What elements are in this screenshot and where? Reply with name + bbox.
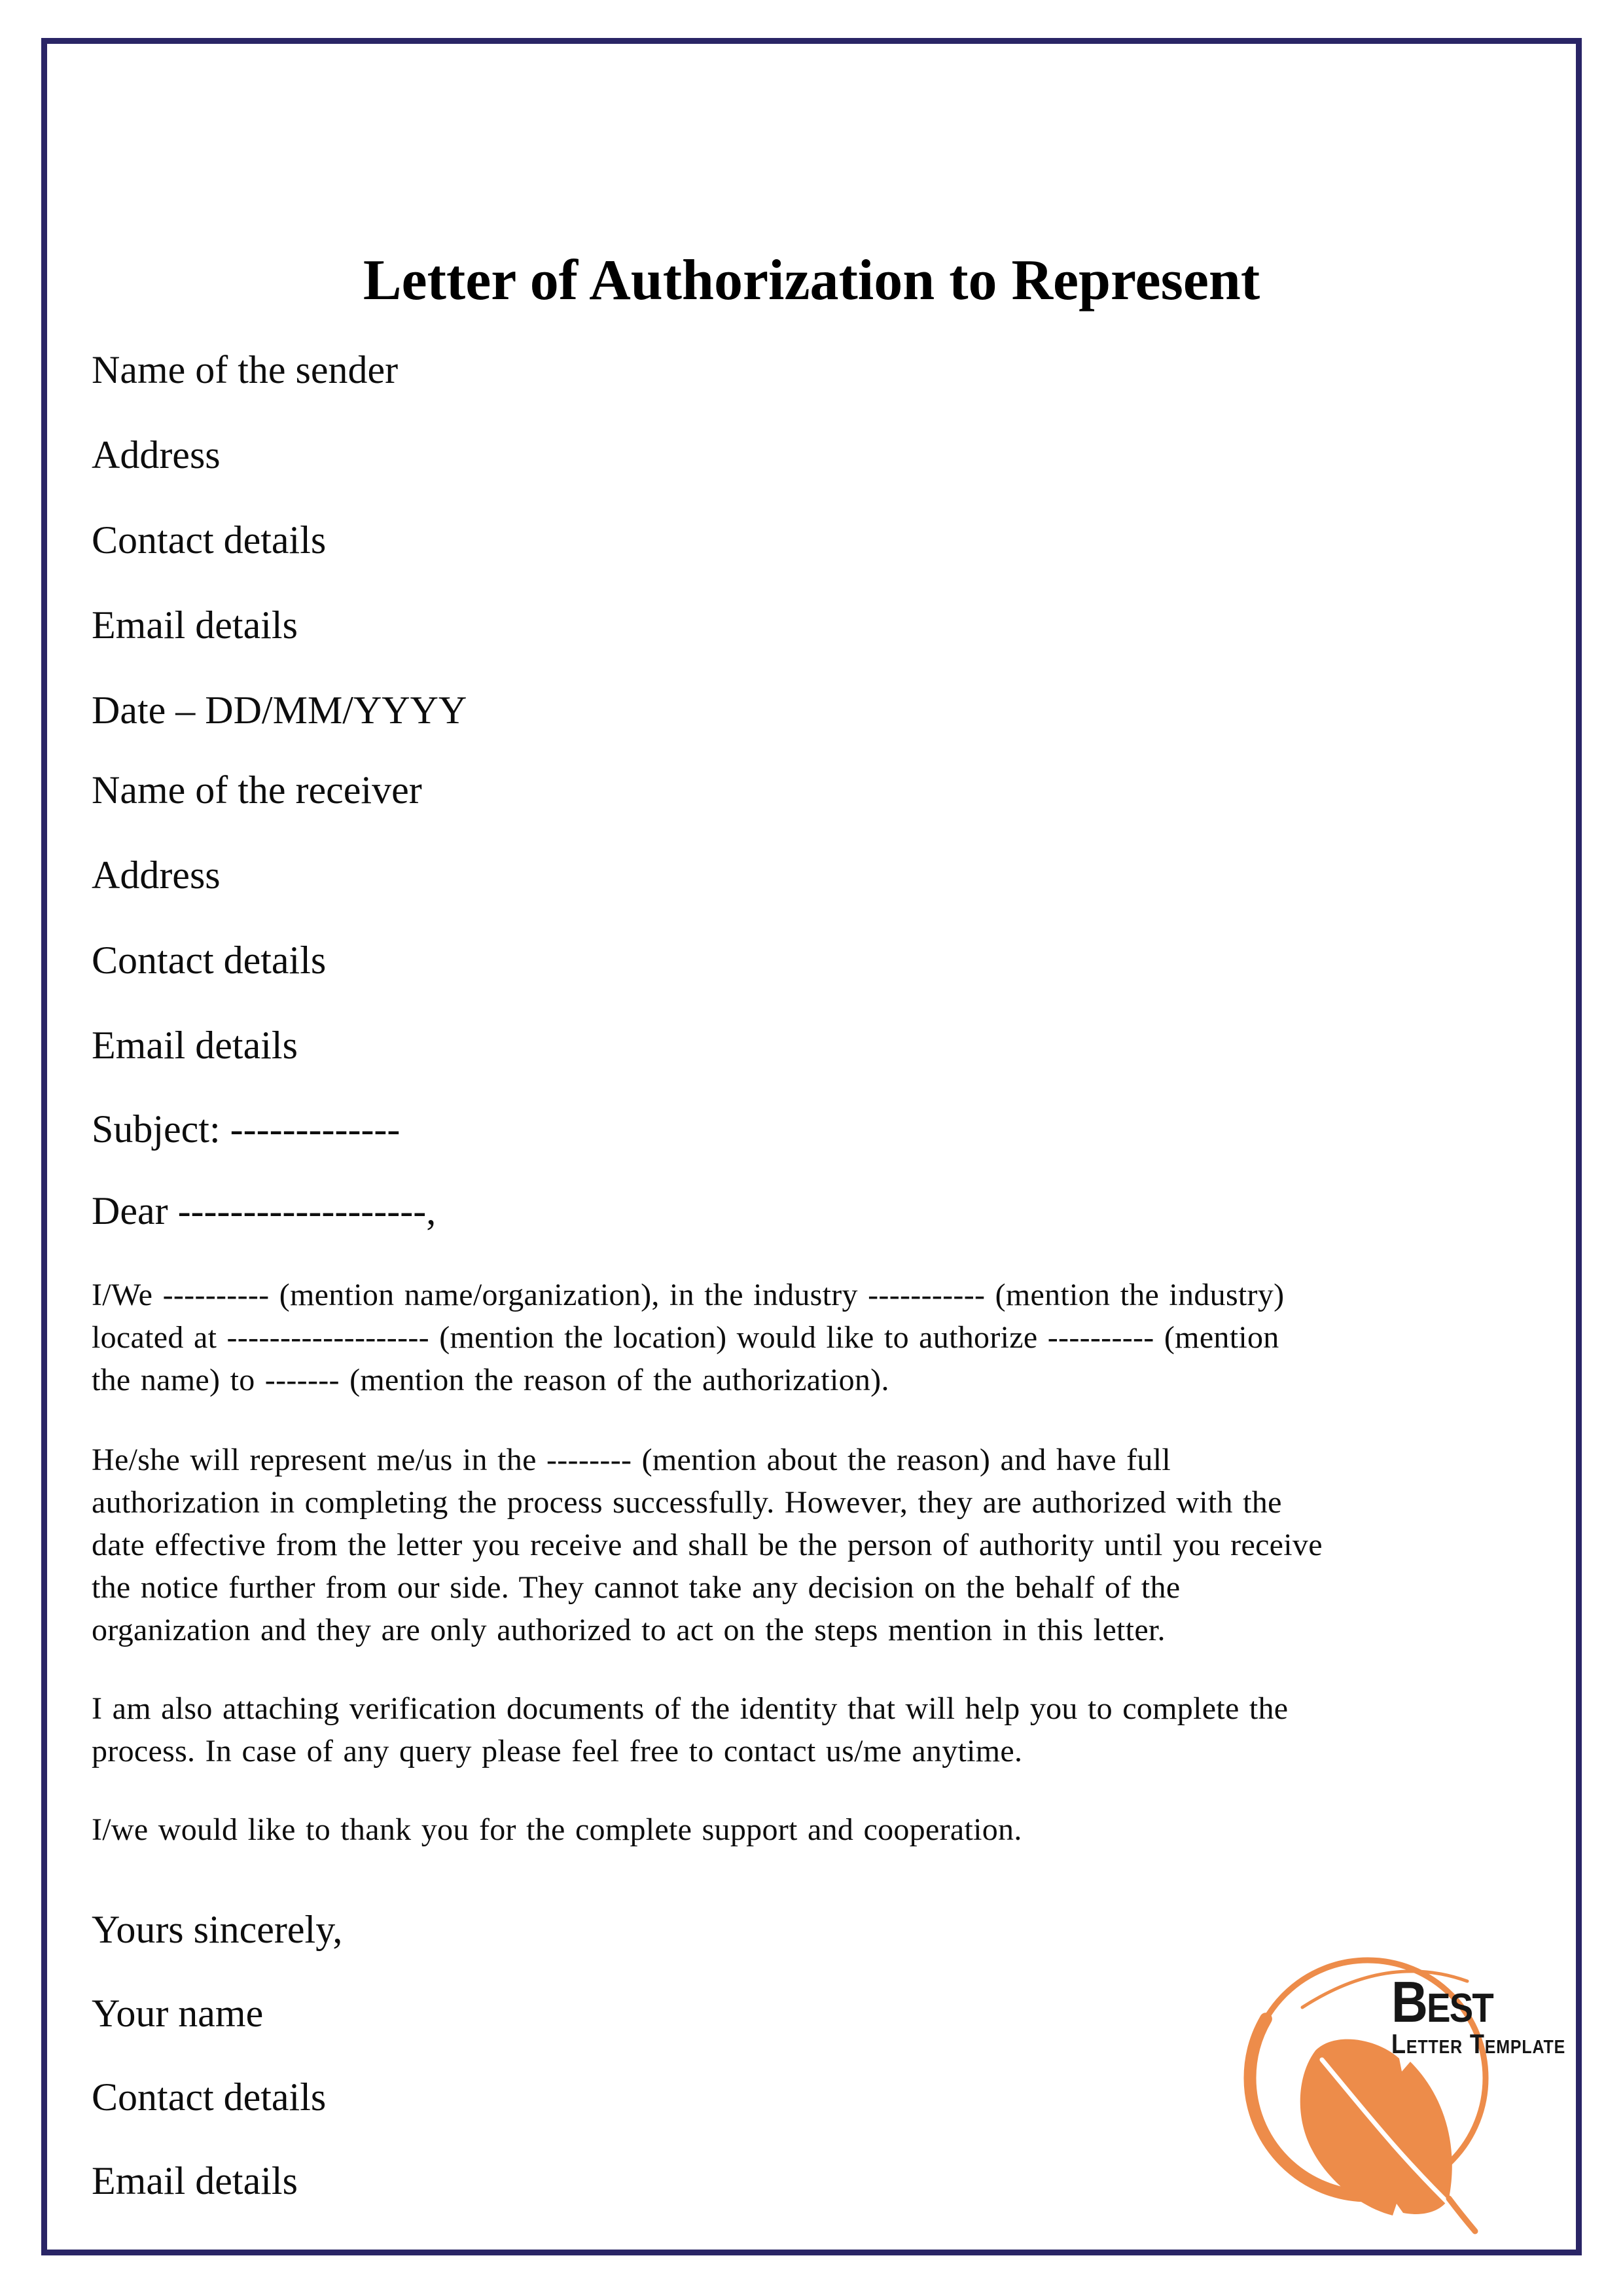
body-paragraph-2	[92, 1439, 1323, 1651]
signature-email-line: Email details	[92, 2159, 298, 2202]
body-p2-line3: date effective from the letter you receive and shall be the person of authority until you receive	[92, 1528, 1323, 1562]
sender-name-line: Name of the sender	[92, 348, 399, 391]
letter-title: Letter of Authorization to Represent	[363, 248, 1260, 312]
sender-contact-line: Contact details	[92, 518, 327, 562]
receiver-email-line: Email details	[92, 1024, 298, 1067]
body-p4-line1: I/we would like to thank you for the complete support and cooperation.	[92, 1812, 1022, 1847]
logo-brand-text: Best	[1391, 1969, 1493, 2034]
signature-contact-line: Contact details	[92, 2075, 327, 2119]
body-p3-line2: process. In case of any query please feel free to contact us/me anytime.	[92, 1734, 1023, 1768]
body-paragraph-4	[92, 1808, 1022, 1851]
body-p1-line2: located at ------------------- (mention the location) would like to authorize ---------- (mention	[92, 1320, 1279, 1355]
subject-block	[92, 1086, 400, 1172]
salutation-line: Dear -------------------,	[92, 1189, 437, 1232]
brand-logo	[1224, 1947, 1571, 2250]
body-p3-line1: I am also attaching verification documents of the identity that will help you to complete the	[92, 1691, 1289, 1726]
body-p2-line4: the notice further from our side. They cannot take any decision on the behalf of the	[92, 1570, 1181, 1605]
sender-email-line: Email details	[92, 603, 298, 647]
body-p2-line2: authorization in completing the process successfully. However, they are authorized with the	[92, 1485, 1282, 1520]
body-paragraph-3	[92, 1687, 1288, 1772]
subject-line: Subject: -------------	[92, 1107, 401, 1151]
sender-address-line: Address	[92, 433, 221, 476]
sender-block	[92, 327, 467, 753]
receiver-name-line: Name of the receiver	[92, 768, 422, 812]
logo-tagline-text: Letter Template	[1391, 2028, 1566, 2059]
sender-date-line: Date – DD/MM/YYYY	[92, 689, 467, 732]
closing-line: Yours sincerely,	[92, 1908, 343, 1951]
receiver-block	[92, 747, 422, 1088]
body-p1-line1: I/We ---------- (mention name/organization), in the industry ----------- (mention the industry)	[92, 1278, 1285, 1312]
signature-name-line: Your name	[92, 1992, 264, 2035]
body-p2-line1: He/she will represent me/us in the -------- (mention about the reason) and have full	[92, 1443, 1171, 1477]
body-p1-line3: the name) to ------- (mention the reason of the authorization).	[92, 1363, 889, 1397]
body-paragraph-1	[92, 1274, 1284, 1401]
receiver-address-line: Address	[92, 853, 221, 897]
salutation-block	[92, 1168, 436, 1253]
body-p2-line5: organization and they are only authorized to act on the steps mention in this letter.	[92, 1613, 1166, 1647]
signoff-block	[92, 1888, 342, 2223]
receiver-contact-line: Contact details	[92, 939, 327, 982]
